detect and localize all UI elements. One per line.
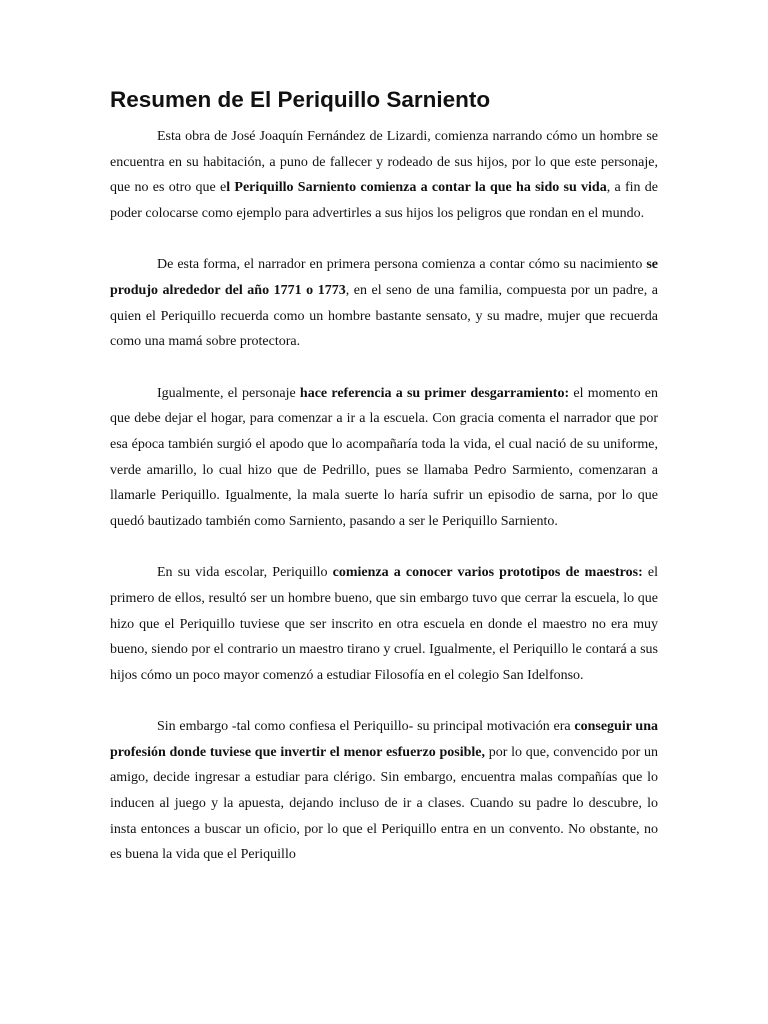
- paragraph-text: Sin embargo -tal como confiesa el Periquillo- su principal motivación era: [157, 719, 575, 735]
- bold-phrase: se produjo alrededor del año 1771 o 1773: [110, 257, 658, 298]
- document-body: [110, 82, 658, 894]
- paragraph-text: por lo que, convencido por un amigo, decide ingresar a estudiar para clérigo. Sin embargo, encuentra malas compañías que lo inducen al juego y la apuesta, dejando incluso de ir a clases. Cuando su padre lo descubre, lo insta entonces a buscar un oficio, por lo que el Periquillo entra en un convento. No obstante, no es buena la vida que el Periquillo: [110, 744, 658, 863]
- paragraph-text: el momento en que debe dejar el hogar, para comenzar a ir a la escuela. Con gracia comenta el narrador que por esa época también surgió el apodo que lo acompañaría toda la vida, el cual nació de su uniforme, verde amarillo, lo cual hizo que de Pedrillo, pues se llamaba Pedro Sarmiento, comenzaran a llamarle Periquillo. Igualmente, la mala suerte lo haría sufrir un episodio de sarna, por lo que quedó bautizado también como Sarniento, pasando a ser le Periquillo Sarniento.: [110, 385, 659, 529]
- paragraph-text: En su vida escolar, Periquillo: [157, 565, 333, 581]
- paragraph-1: [110, 124, 658, 226]
- paragraph-text: De esta forma, el narrador en primera persona comienza a contar cómo su nacimiento: [157, 257, 647, 273]
- paragraph-3: [110, 381, 658, 535]
- paragraph-5: [110, 714, 658, 868]
- paragraph-text: Esta obra de José Joaquín Fernández de Lizardi, comienza narrando cómo un hombre se encuentra en su habitación, a puno de fallecer y rodeado de sus hijos, por lo que este personaje, que no es otro que e: [110, 129, 658, 196]
- paragraph-text: , a fin de poder colocarse como ejemplo para advertirles a sus hijos los peligros que rondan en el mundo.: [110, 180, 659, 221]
- bold-phrase: comienza a conocer varios prototipos de maestros:: [332, 565, 643, 581]
- bold-phrase: hace referencia a su primer desgarramiento:: [299, 385, 570, 401]
- paragraph-2: [110, 252, 658, 354]
- bold-phrase: conseguir una profesión donde tuviese que invertir el menor esfuerzo posible,: [110, 719, 658, 760]
- paragraph-text: el primero de ellos, resultó ser un hombre bueno, que sin embargo tuvo que cerrar la escuela, lo que hizo que el Periquillo tuviese que ser inscrito en otra escuela en donde el maestro no era muy bueno, siendo por el contrario un maestro tirano y cruel. Igualmente, el Periquillo le contará a sus hijos cómo un poco mayor comenzó a estudiar Filosofía en el colegio San Idelfonso.: [110, 565, 658, 683]
- bold-phrase: l Periquillo Sarniento comienza a contar la que ha sido su vida: [226, 180, 607, 196]
- paragraph-4: [110, 560, 658, 688]
- document-title: Resumen de El Periquillo Sarniento: [110, 87, 491, 112]
- paragraph-text: Igualmente, el personaje: [157, 385, 300, 401]
- paragraph-text: , en el seno de una familia, compuesta por un padre, a quien el Periquillo recuerda como un hombre bastante sensato, y su madre, mujer que recuerda como una mamá sobre protectora.: [110, 282, 659, 350]
